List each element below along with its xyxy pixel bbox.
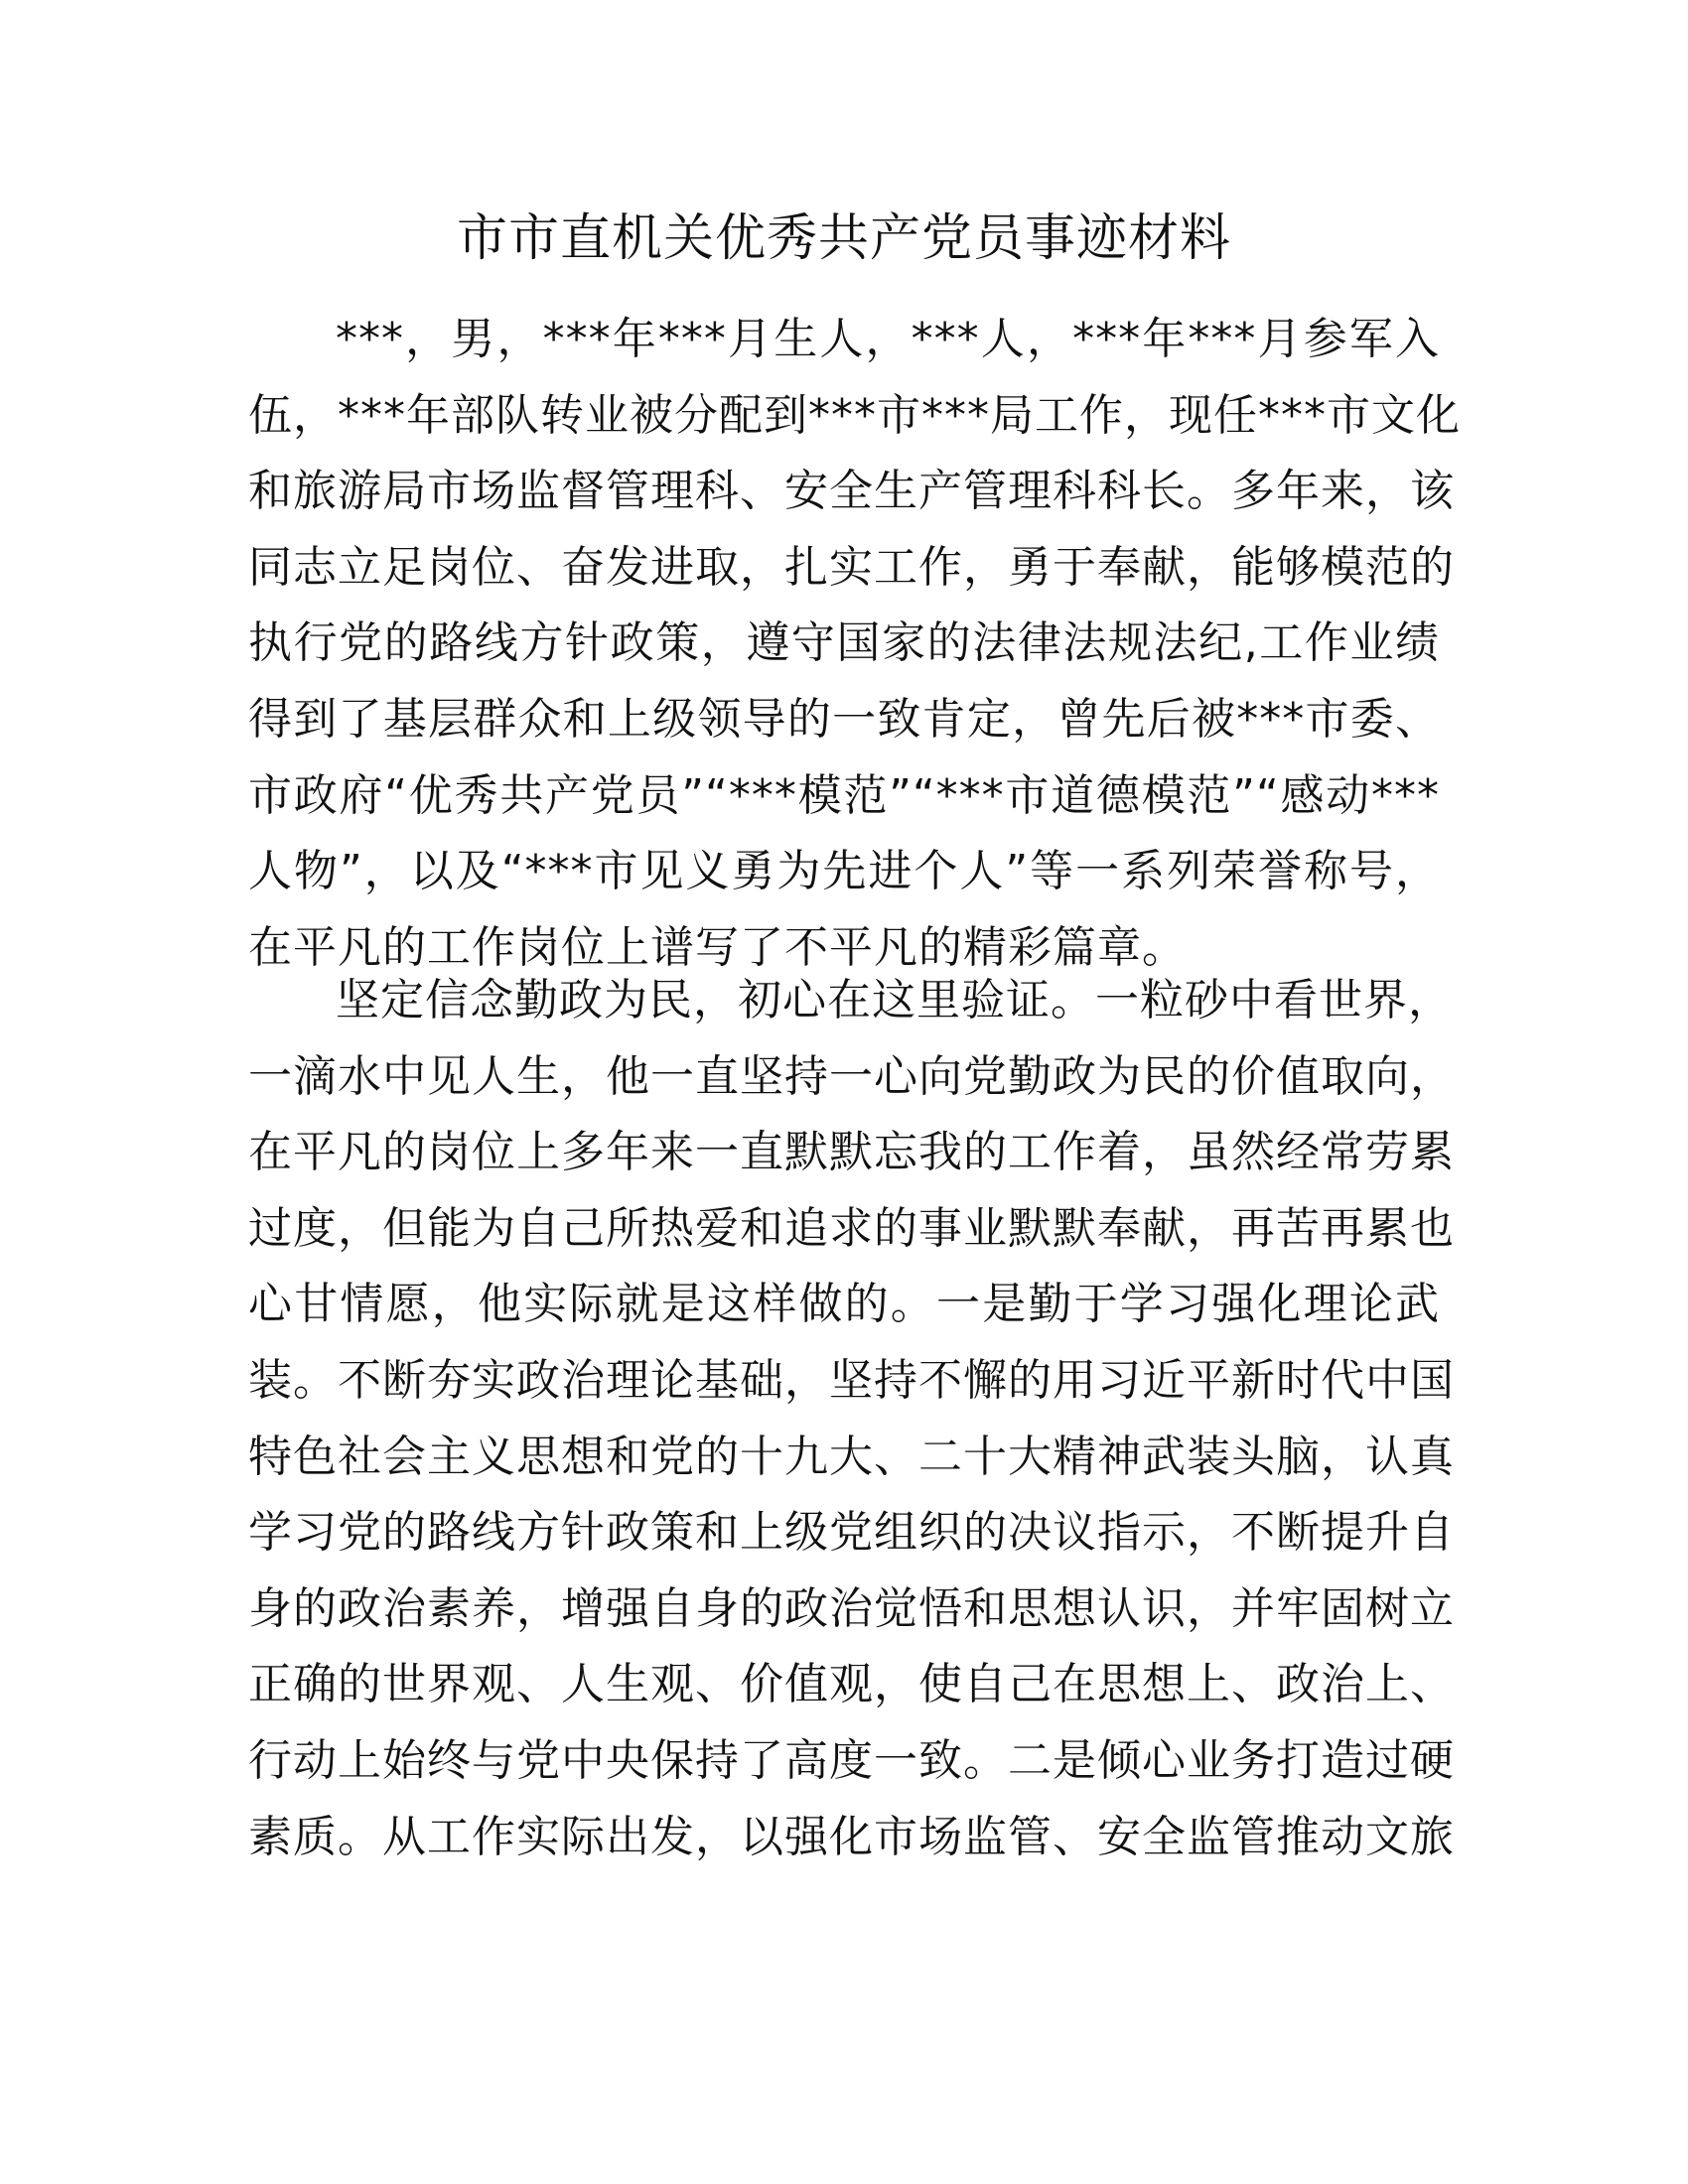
paragraph-line: 同志立足岗位、奋发进取，扎实工作，勇于奉献，能够模范的 [248, 541, 1455, 593]
paragraph-line: 坚定信念勤政为民，初心在这里验证。一粒砂中看世界， [336, 975, 1453, 1025]
paragraph-2 [248, 963, 1455, 1875]
paragraph-line: 过度，但能为自己所热爱和追求的事业默默奉献，再苦再累也 [248, 1202, 1455, 1254]
paragraph-line: 得到了基层群众和上级领导的一致肯定，曾先后被***市委、 [248, 693, 1440, 745]
paragraph-line: 特色社会主义思想和党的十九大、二十大精神武装头脑，认真 [248, 1431, 1455, 1482]
paragraph-line: 伍，***年部队转业被分配到***市***局工作，现任***市文化 [248, 389, 1461, 441]
document-title: 市市直机关优秀共产党员事迹材料 [456, 209, 1231, 268]
paragraph-1 [248, 302, 1461, 986]
paragraph-line: 学习党的路线方针政策和上级党组织的决议指示，不断提升自 [248, 1507, 1455, 1559]
paragraph-line: 装。不断夯实政治理论基础，坚持不懈的用习近平新时代中国 [248, 1354, 1455, 1406]
paragraph-line: 人物”，以及“***市见义勇为先进个人”等一系列荣誉称号， [248, 846, 1440, 897]
paragraph-line: 和旅游局市场监督管理科、安全生产管理科科长。多年来，该 [248, 466, 1455, 517]
paragraph-line: 行动上始终与党中央保持了高度一致。二是倾心业务打造过硬 [248, 1734, 1455, 1786]
paragraph-line: 在平凡的工作岗位上谱写了不平凡的精彩篇章。 [248, 921, 1187, 973]
paragraph-line: 身的政治素养，增强自身的政治觉悟和思想认识，并牢固树立 [248, 1582, 1455, 1634]
paragraph-line: 市政府“优秀共产党员”“***模范”“***市道德模范”“感动*** [248, 769, 1440, 821]
paragraph-line: 心甘情愿，他实际就是这样做的。一是勤于学习强化理论武 [248, 1279, 1440, 1330]
paragraph-line: 在平凡的岗位上多年来一直默默忘我的工作着，虽然经常劳累 [248, 1127, 1455, 1178]
paragraph-line: 一滴水中见人生，他一直坚持一心向党勤政为民的价值取向， [248, 1050, 1455, 1102]
paragraph-line: 素质。从工作实际出发，以强化市场监管、安全监管推动文旅 [248, 1811, 1455, 1862]
paragraph-line: 正确的世界观、人生观、价值观，使自己在思想上、政治上、 [248, 1659, 1455, 1710]
paragraph-line: ***，男，***年***月生人，***人，***年***月参军入 [336, 314, 1440, 364]
paragraph-line: 执行党的路线方针政策，遵守国家的法律法规法纪,工作业绩 [248, 617, 1440, 669]
